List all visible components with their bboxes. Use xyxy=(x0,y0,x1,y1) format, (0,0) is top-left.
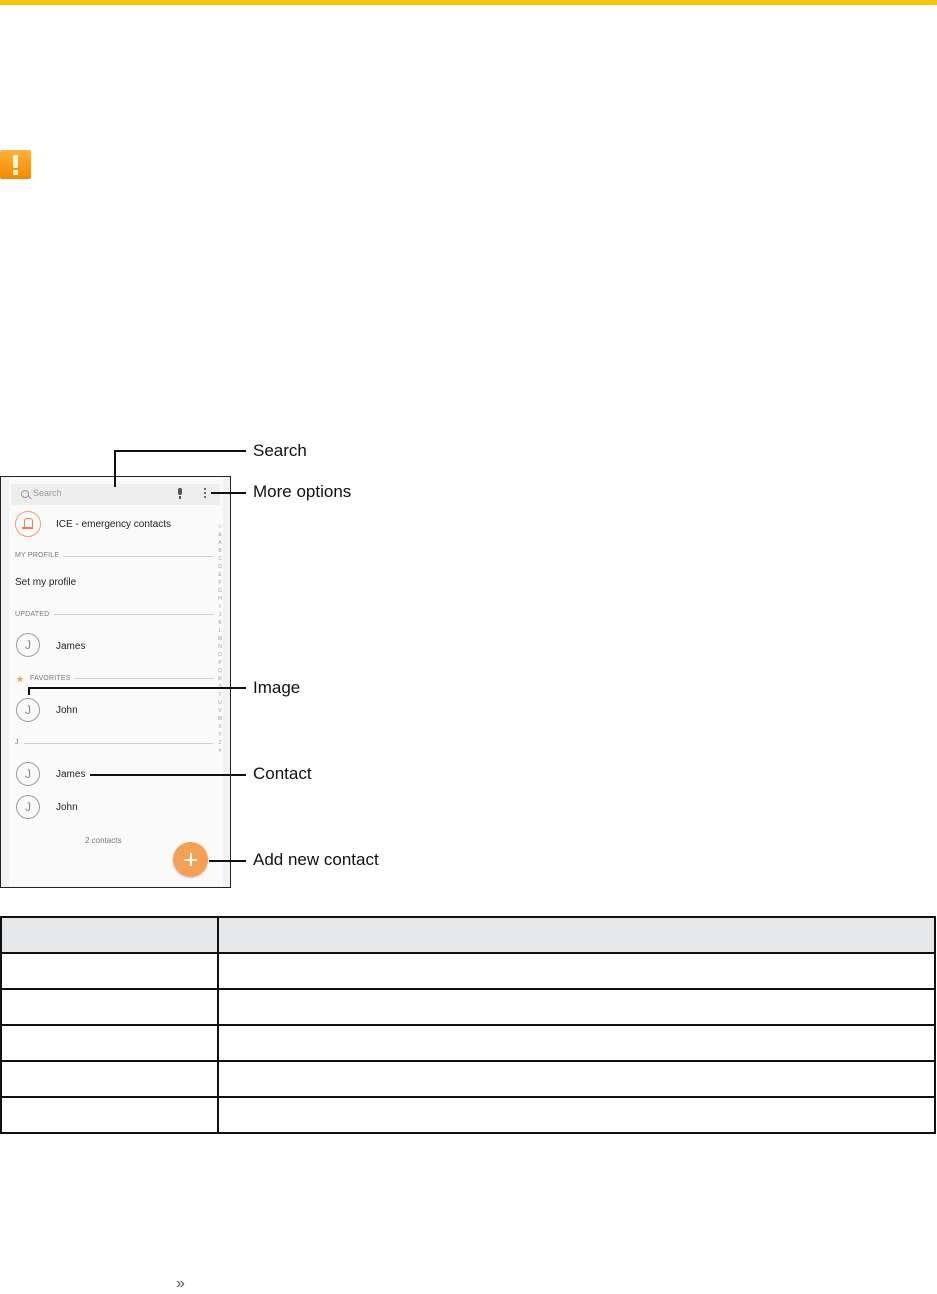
index-letter[interactable]: G xyxy=(218,588,222,594)
warning-icon xyxy=(0,150,31,179)
index-letter[interactable]: N xyxy=(218,644,222,650)
search-icon xyxy=(21,490,29,498)
table-row xyxy=(1,1097,935,1133)
callout-more-options: More options xyxy=(253,482,352,501)
avatar[interactable]: J xyxy=(16,698,40,722)
index-letter[interactable]: V xyxy=(218,708,222,714)
index-letter[interactable]: M xyxy=(217,636,223,642)
index-letter[interactable]: O xyxy=(218,652,222,658)
index-letter[interactable]: Y xyxy=(218,732,222,738)
index-letter[interactable]: T xyxy=(218,692,222,698)
callout-line-more-options xyxy=(211,492,246,494)
index-letter[interactable]: W xyxy=(217,716,223,722)
index-letter[interactable]: I xyxy=(219,604,221,610)
callout-contact: Contact xyxy=(253,764,312,783)
index-letter[interactable]: & xyxy=(218,532,222,538)
index-letter[interactable]: # xyxy=(218,748,222,754)
table-cell xyxy=(1,1061,218,1097)
contact-name[interactable]: John xyxy=(56,802,78,813)
index-letter[interactable]: L xyxy=(218,628,222,634)
callout-line-search xyxy=(114,450,246,452)
contacts-screenshot-figure xyxy=(0,440,390,890)
search-placeholder: Search xyxy=(33,488,62,498)
phone-screen xyxy=(0,476,231,888)
ice-emergency-icon[interactable] xyxy=(15,511,41,537)
index-letter[interactable]: U xyxy=(218,700,222,706)
set-my-profile[interactable]: Set my profile xyxy=(15,577,77,588)
callout-line-contact xyxy=(90,774,246,776)
index-letter[interactable]: P xyxy=(218,660,222,666)
index-letter[interactable]: H xyxy=(218,596,222,602)
add-new-contact-button[interactable] xyxy=(173,842,208,877)
section-divider xyxy=(74,678,213,679)
index-letter[interactable]: A xyxy=(218,540,222,546)
callout-line-search xyxy=(114,450,116,487)
index-letter[interactable]: Z xyxy=(218,740,222,746)
mic-icon[interactable] xyxy=(177,488,183,499)
phone-screen-inner xyxy=(9,477,223,887)
table-cell xyxy=(1,1097,218,1133)
table-cell xyxy=(218,1025,935,1061)
table-row xyxy=(1,989,935,1025)
description-table xyxy=(0,916,936,1134)
table-header-cell xyxy=(218,917,935,953)
table-header-cell xyxy=(1,917,218,953)
index-letter[interactable]: Q xyxy=(218,668,222,674)
avatar[interactable]: J xyxy=(16,633,40,657)
section-my-profile: MY PROFILE xyxy=(15,552,60,559)
table-row xyxy=(1,1025,935,1061)
section-divider xyxy=(63,556,213,557)
index-letter[interactable]: K xyxy=(218,620,222,626)
section-updated: UPDATED xyxy=(15,611,50,618)
table-row xyxy=(1,953,935,989)
table-cell xyxy=(218,989,935,1025)
star-icon: ★ xyxy=(16,674,25,684)
index-letter[interactable]: R xyxy=(218,676,222,682)
index-letter[interactable]: B xyxy=(218,548,222,554)
table-cell xyxy=(1,989,218,1025)
table-cell xyxy=(1,1025,218,1061)
contact-name[interactable]: John xyxy=(56,705,78,716)
more-options-icon[interactable] xyxy=(204,488,207,500)
callout-search: Search xyxy=(253,441,307,460)
index-letter[interactable]: ☆ xyxy=(217,524,223,530)
contacts-count: 2 contacts xyxy=(85,836,122,845)
contact-name[interactable]: James xyxy=(56,641,86,652)
section-divider xyxy=(24,743,213,744)
callout-line-add-new-contact xyxy=(209,860,246,862)
callout-line-image xyxy=(28,687,246,689)
table-cell xyxy=(218,1061,935,1097)
index-letter[interactable]: F xyxy=(218,580,222,586)
table-cell xyxy=(218,1097,935,1133)
ice-label[interactable]: ICE - emergency contacts xyxy=(56,519,172,530)
contact-name[interactable]: James xyxy=(56,769,86,780)
avatar[interactable]: J xyxy=(16,795,40,819)
table-row xyxy=(1,1061,935,1097)
table-cell xyxy=(1,953,218,989)
callout-add-new-contact: Add new contact xyxy=(253,850,379,869)
search-input[interactable] xyxy=(11,484,220,505)
double-chevron-right-icon: » xyxy=(176,1275,185,1292)
table-header-row xyxy=(1,917,935,953)
index-letter[interactable]: C xyxy=(218,556,222,562)
table-cell xyxy=(218,953,935,989)
top-rule xyxy=(0,0,937,5)
section-j: J xyxy=(15,739,19,746)
index-letter[interactable]: E xyxy=(218,572,222,578)
section-favorites: FAVORITES xyxy=(30,675,71,682)
alphabet-index-bar[interactable] xyxy=(215,523,225,755)
index-letter[interactable]: D xyxy=(218,564,222,570)
index-letter[interactable]: J xyxy=(218,612,222,618)
section-divider xyxy=(54,614,213,615)
avatar[interactable]: J xyxy=(16,762,40,786)
callout-image: Image xyxy=(253,678,301,697)
index-letter[interactable]: X xyxy=(218,724,222,730)
